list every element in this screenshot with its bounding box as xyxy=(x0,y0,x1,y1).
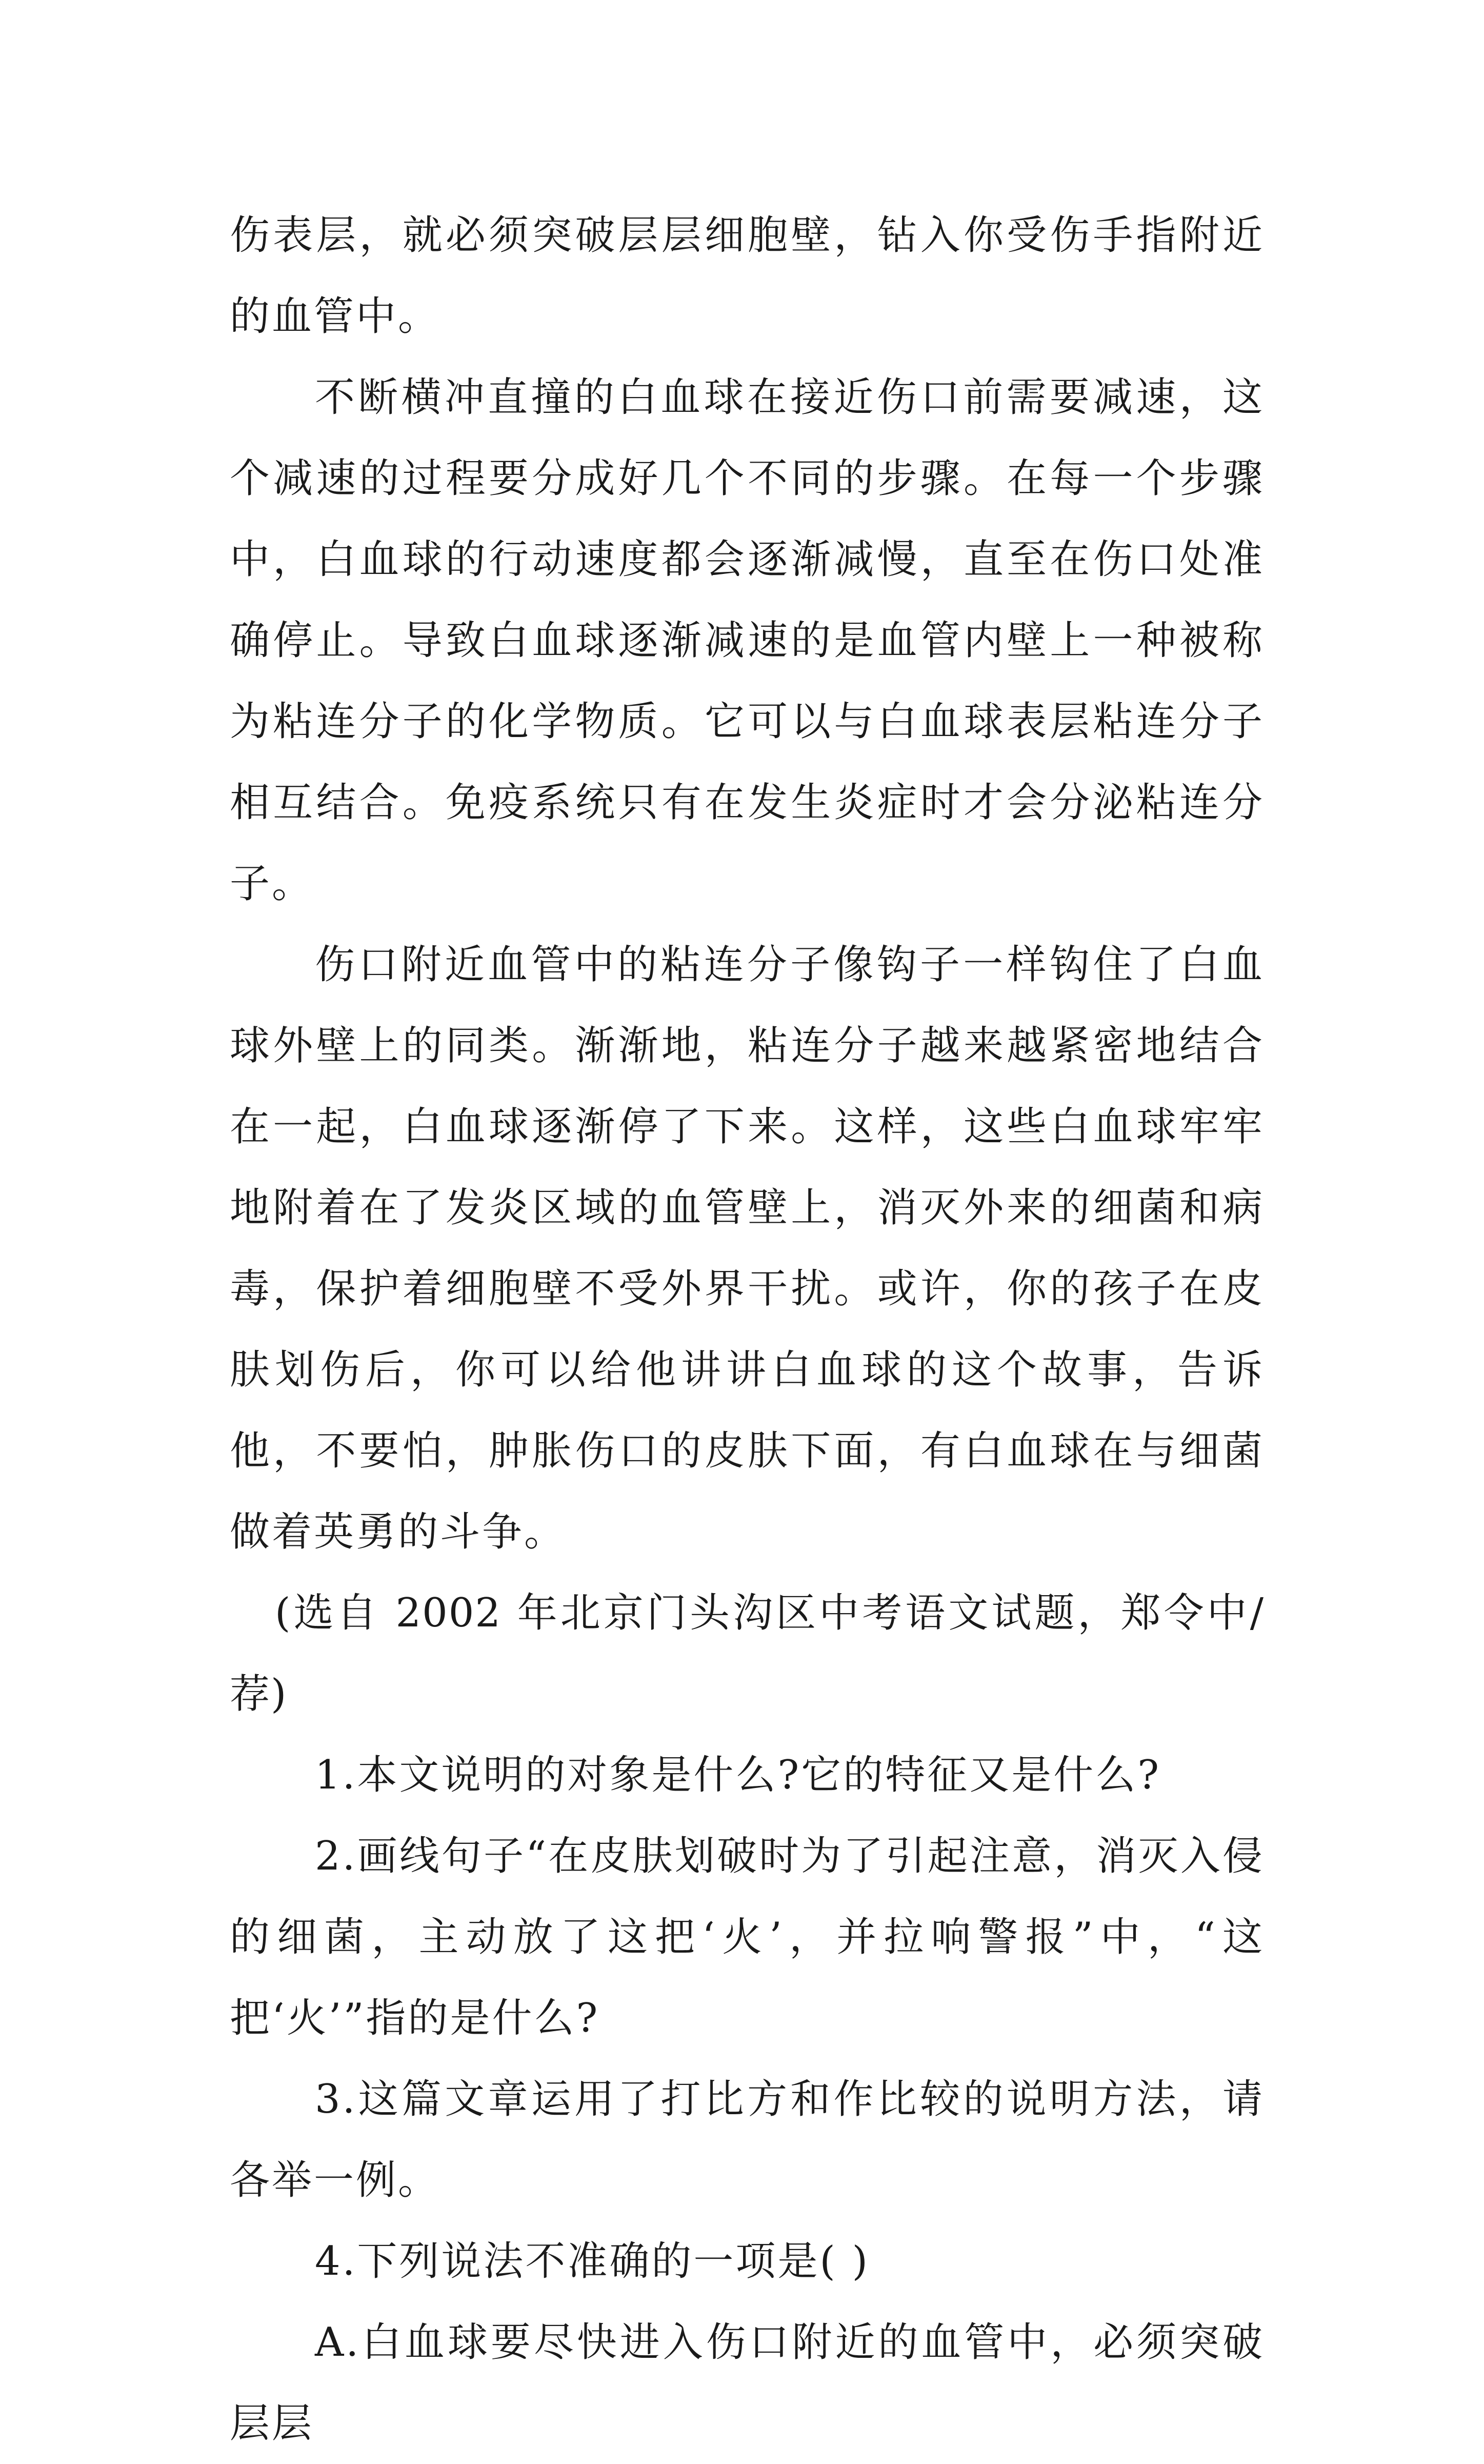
question-3: 3.这篇文章运用了打比方和作比较的说明方法，请各举一例。 xyxy=(230,2076,1265,2203)
question-1: 1.本文说明的对象是什么?它的特征又是什么? xyxy=(315,1752,1161,1798)
text-column xyxy=(230,195,1265,2464)
source-citation: (选自 2002 年北京门头沟区中考语文试题，郑令中/荐) xyxy=(230,1590,1265,1717)
paragraph-continuation: 伤表层，就必须突破层层细胞壁，钻入你受伤手指附近的血管中。 xyxy=(230,212,1265,340)
question-2: 2.画线句子“在皮肤划破时为了引起注意，消灭入侵的细菌，主动放了这把‘火’，并拉响警报”中，“这把‘火’”指的是什么? xyxy=(230,1833,1265,2041)
paragraph-white-cell-deceleration: 不断横冲直撞的白血球在接近伤口前需要减速，这个减速的过程要分成好几个不同的步骤。在每一个步骤中，白血球的行动速度都会逐渐减慢，直至在伤口处准确停止。导致白血球逐渐减速的是血管内壁上一种被称为粘连分子的化学物质。它可以与白血球表层粘连分子相互结合。免疫系统只有在发生炎症时才会分泌粘连分子。 xyxy=(230,374,1265,907)
paragraph-adhesion-molecules: 伤口附近血管中的粘连分子像钩子一样钩住了白血球外壁上的同类。渐渐地，粘连分子越来越紧密地结合在一起，白血球逐渐停了下来。这样，这些白血球牢牢地附着在了发炎区域的血管壁上，消灭外来的细菌和病毒，保护着细胞壁不受外界干扰。或许，你的孩子在皮肤划伤后，你可以给他讲讲白血球的这个故事，告诉他，不要怕，肿胀伤口的皮肤下面，有白血球在与细菌做着英勇的斗争。 xyxy=(230,942,1265,1555)
question-4: 4.下列说法不准确的一项是( ) xyxy=(315,2238,870,2284)
option-a: A.白血球要尽快进入伤口附近的血管中，必须突破层层 xyxy=(230,2319,1265,2447)
